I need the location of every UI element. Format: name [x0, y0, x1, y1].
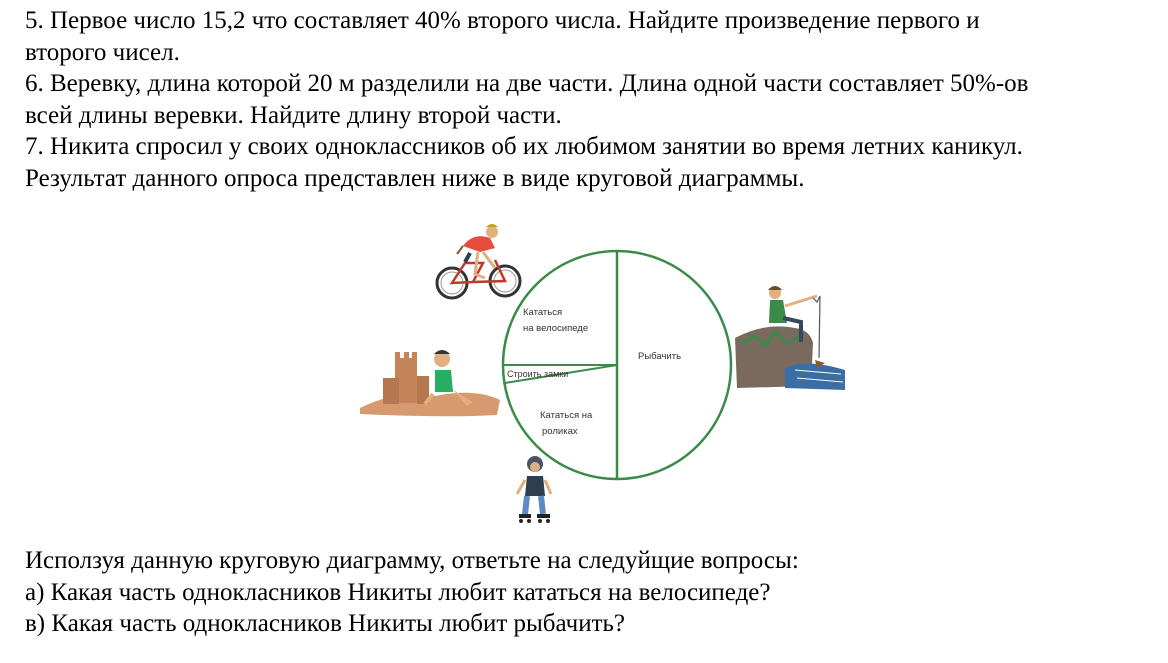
- questions-block: [25, 545, 799, 640]
- problem-5: [25, 5, 980, 68]
- slice-label-bike-1: Кататься: [523, 307, 563, 318]
- pie-chart-svg: [355, 218, 855, 533]
- problem-7-line-1: 7. Никита спросил у своих одноклассников об их любимом занятии во время летних каникул.: [25, 133, 1023, 160]
- problem-6-line-2: всей длины веревки. Найдите длину второй части.: [25, 101, 562, 129]
- problem-5-line-1: 5. Первое число 15,2 что составляет 40% второго числа. Найдите произведение первого и: [25, 7, 980, 34]
- slice-label-bike-2: на велосипеде: [523, 323, 589, 334]
- problem-7: [25, 131, 1023, 194]
- pie-chart-figure: [355, 218, 855, 533]
- problem-6-line-1: 6. Веревку, длина которой 20 м разделили на две части. Длина одной части составляет 50%-ов: [25, 70, 1029, 97]
- sandcastle-picture: [360, 350, 500, 416]
- problem-7-line-2: Результат данного опроса представлен ниже в виде круговой диаграммы.: [25, 164, 805, 192]
- problem-5-line-2: второго чисел.: [25, 38, 180, 66]
- roller-skater-picture: [517, 456, 551, 523]
- cyclist-picture: [437, 224, 520, 298]
- slice-label-skates-2: роликах: [542, 426, 578, 437]
- questions-intro: Исползуя данную круговую диаграмму, ответьте на следуйщие вопросы:: [25, 547, 799, 574]
- slice-label-skates-1: Кататься на: [540, 410, 593, 421]
- problem-6: [25, 68, 1028, 131]
- slice-label-fishing: Рыбачить: [638, 351, 682, 362]
- question-a: а) Какая часть одноклаcников Никиты любит кататься на велосипеде?: [25, 578, 771, 606]
- slice-label-castle: Строить замки: [507, 369, 569, 379]
- fisherman-picture: [735, 286, 845, 390]
- question-b: в) Какая часть одноклаcников Никиты любит рыбачить?: [25, 610, 625, 637]
